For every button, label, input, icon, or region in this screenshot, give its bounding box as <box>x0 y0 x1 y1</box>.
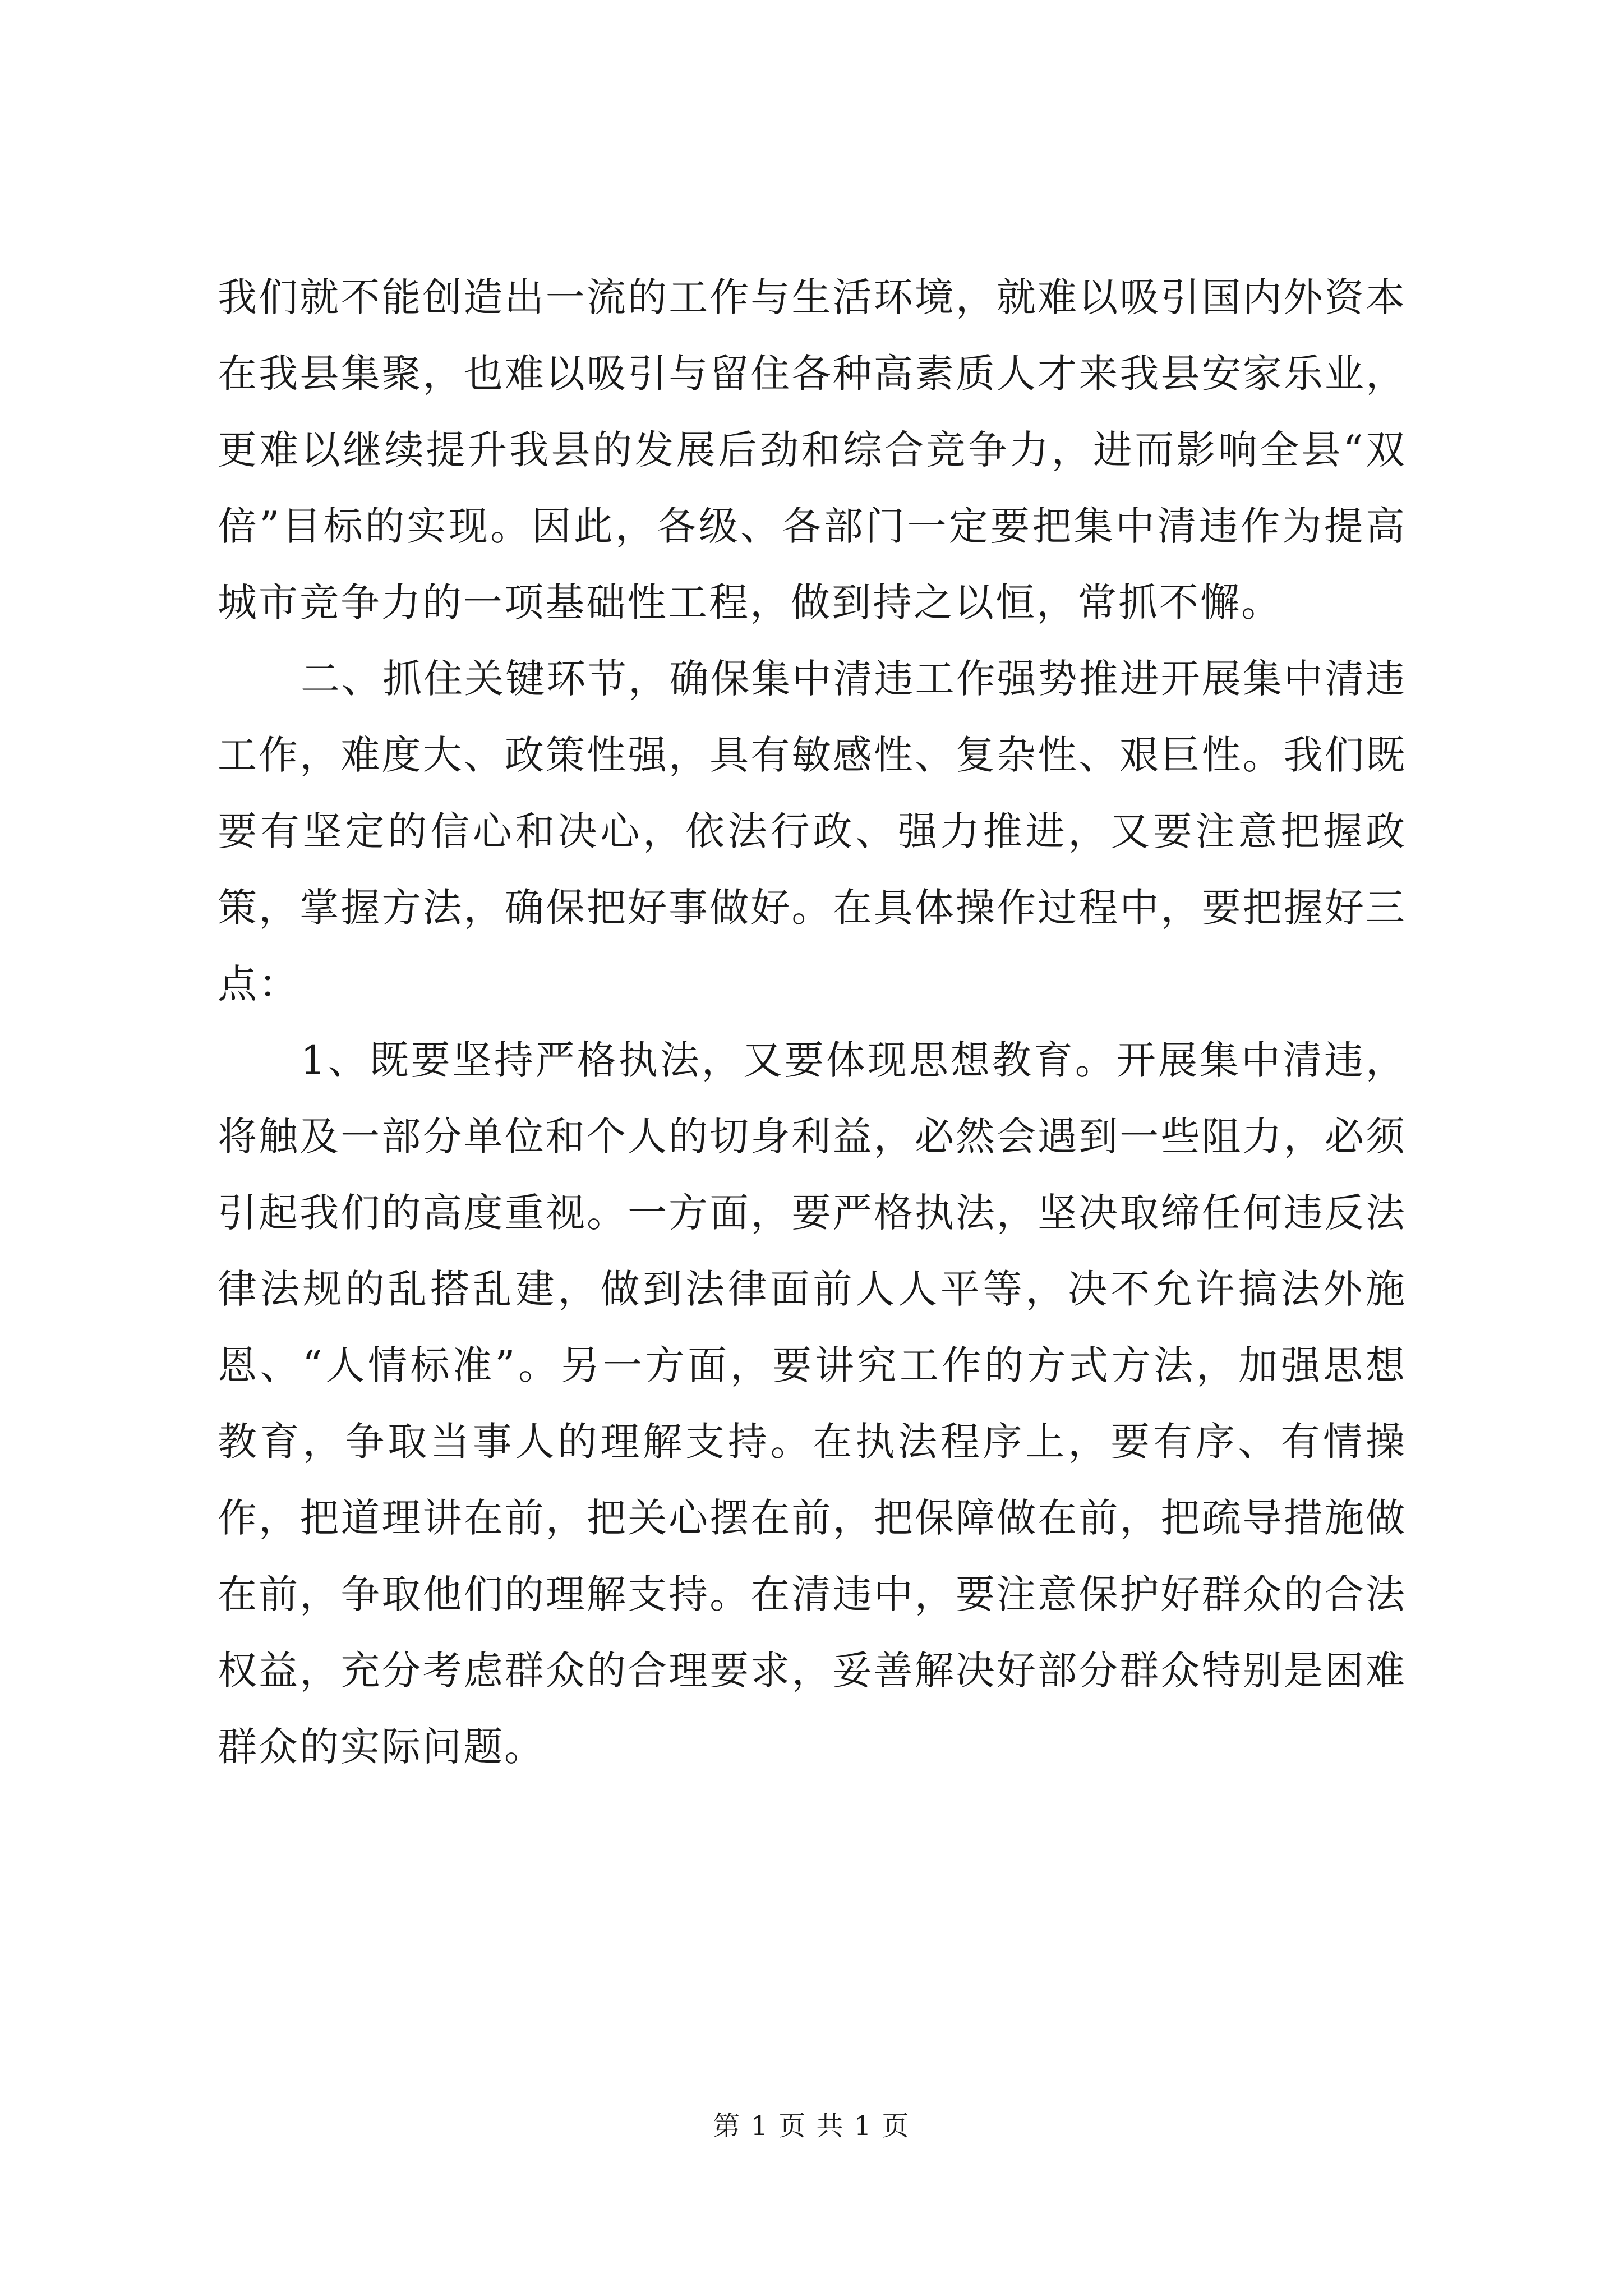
paragraph-2: 二、抓住关键环节，确保集中清违工作强势推进开展集中清违工作，难度大、政策性强，具有敏感性、复杂性、艰巨性。我们既要有坚定的信心和决心，依法行政、强力推进，又要注意把握政策，掌握方法，确保把好事做好。在具体操作过程中，要把握好三点： <box>218 656 1407 1007</box>
paragraph-1: 我们就不能创造出一流的工作与生活环境，就难以吸引国内外资本在我县集聚，也难以吸引与留住各种高素质人才来我县安家乐业，更难以继续提升我县的发展后劲和综合竞争力，进而影响全县“双倍”目标的实现。因此，各级、各部门一定要把集中清违作为提高城市竞争力的一项基础性工程，做到持之以恒，常抓不懈。 <box>218 274 1407 625</box>
page-number-footer: 第 1 页 共 1 页 <box>713 2110 910 2142</box>
document-body <box>218 259 1407 1785</box>
paragraph-3: 1、既要坚持严格执法，又要体现思想教育。开展集中清违，将触及一部分单位和个人的切身利益，必然会遇到一些阻力，必须引起我们的高度重视。一方面，要严格执法，坚决取缔任何违反法律法规的乱搭乱建，做到法律面前人人平等，决不允许搞法外施恩、“人情标准”。另一方面，要讲究工作的方式方法，加强思想教育，争取当事人的理解支持。在执法程序上，要有序、有情操作，把道理讲在前，把关心摆在前，把保障做在前，把疏导措施做在前，争取他们的理解支持。在清违中，要注意保护好群众的合法权益，充分考虑群众的合理要求，妥善解决好部分群众特别是困难群众的实际问题。 <box>218 1037 1407 1770</box>
